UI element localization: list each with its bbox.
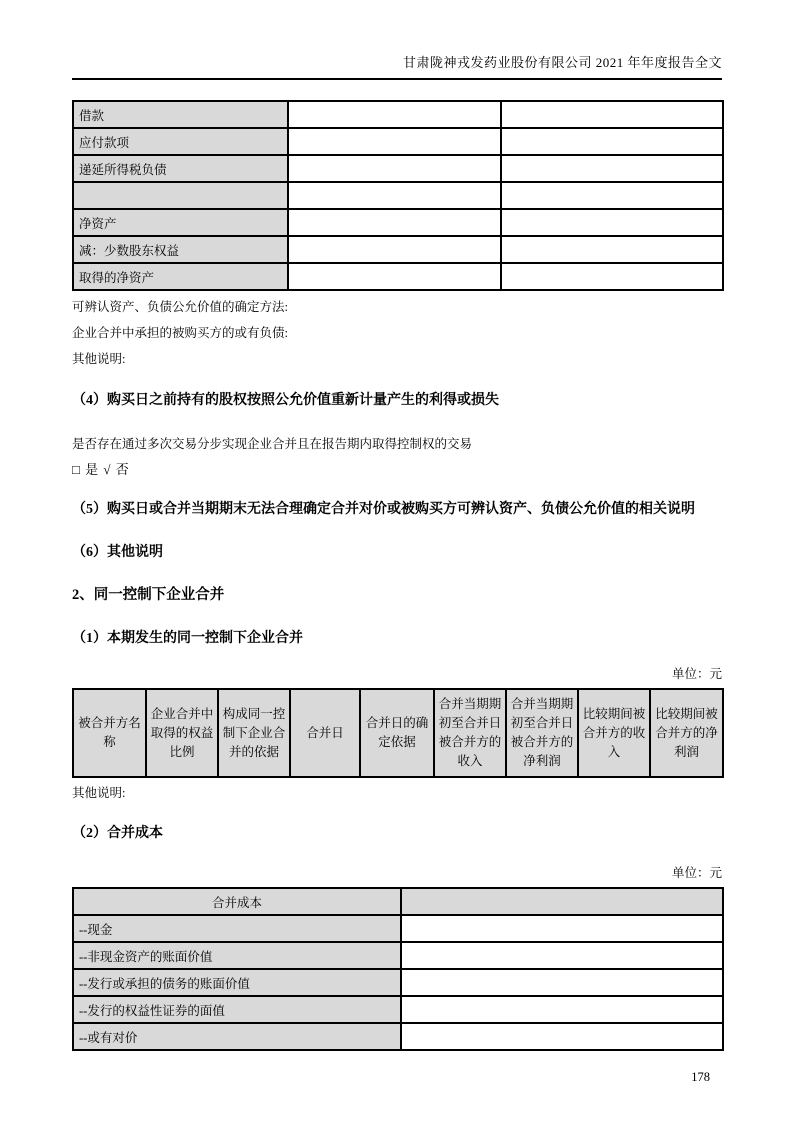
cost-row-label-cell: --发行或承担的债务的账面价值 bbox=[73, 969, 401, 996]
section-2-2-title: （2）合并成本 bbox=[72, 826, 163, 841]
cost-value-cell bbox=[401, 942, 723, 969]
row-label-cell: 递延所得税负债 bbox=[73, 155, 288, 182]
value-cell bbox=[501, 128, 723, 155]
note-fair-value-method: 可辨认资产、负债公允价值的确定方法: bbox=[72, 300, 288, 314]
table-row bbox=[73, 969, 723, 996]
value-cell bbox=[288, 236, 501, 263]
no-label: 否 bbox=[115, 462, 130, 477]
cost-value-cell bbox=[401, 915, 723, 942]
table-row bbox=[73, 209, 723, 236]
table-header-row bbox=[73, 888, 723, 915]
row-label-cell: 取得的净资产 bbox=[73, 263, 288, 290]
column-header-cell: 被合并方名称 bbox=[73, 689, 146, 777]
common-control-merger-table bbox=[72, 688, 724, 778]
section-6-title: （6）其他说明 bbox=[72, 545, 163, 560]
row-label-cell: 净资产 bbox=[73, 209, 288, 236]
value-cell bbox=[501, 209, 723, 236]
cost-value-header-cell bbox=[401, 888, 723, 915]
note-other-2: 其他说明: bbox=[72, 786, 126, 800]
column-header-cell: 合并日 bbox=[290, 689, 360, 777]
column-header-cell: 比较期间被合并方的收入 bbox=[578, 689, 650, 777]
value-cell bbox=[288, 101, 501, 128]
column-header-cell: 合并当期期初至合并日被合并方的收入 bbox=[434, 689, 506, 777]
yes-label: 是 bbox=[85, 462, 100, 477]
cost-row-label-cell: --发行的权益性证券的面值 bbox=[73, 996, 401, 1023]
row-label-cell: 应付款项 bbox=[73, 128, 288, 155]
cost-value-cell bbox=[401, 996, 723, 1023]
note-other-1: 其他说明: bbox=[72, 352, 126, 366]
value-cell bbox=[501, 101, 723, 128]
table-row bbox=[73, 996, 723, 1023]
section-4-title: （4）购买日之前持有的股权按照公允价值重新计量产生的利得或损失 bbox=[72, 393, 499, 408]
row-label-cell bbox=[73, 182, 288, 209]
value-cell bbox=[288, 128, 501, 155]
cost-row-label-cell: --或有对价 bbox=[73, 1023, 401, 1050]
table-row bbox=[73, 236, 723, 263]
column-header-cell: 合并日的确定依据 bbox=[360, 689, 434, 777]
yes-no-line bbox=[72, 459, 722, 478]
unit-label: 单位：元 bbox=[671, 667, 722, 681]
multi-step-question: 是否存在通过多次交易分步实现企业合并且在报告期内取得控制权的交易 bbox=[72, 437, 473, 451]
section-2-title: 2、同一控制下企业合并 bbox=[72, 587, 225, 603]
value-cell bbox=[501, 182, 723, 209]
table-row bbox=[73, 942, 723, 969]
merger-cost-table bbox=[72, 887, 724, 1051]
table-row bbox=[73, 182, 723, 209]
value-cell bbox=[288, 182, 501, 209]
row-label-cell: 借款 bbox=[73, 101, 288, 128]
table-row bbox=[73, 101, 723, 128]
section-2-1-title: （1）本期发生的同一控制下企业合并 bbox=[72, 631, 303, 646]
value-cell bbox=[501, 155, 723, 182]
column-header-cell: 合并当期期初至合并日被合并方的净利润 bbox=[506, 689, 578, 777]
value-cell bbox=[288, 209, 501, 236]
value-cell bbox=[288, 263, 501, 290]
column-header-cell: 企业合并中取得的权益比例 bbox=[146, 689, 218, 777]
column-header-cell: 比较期间被合并方的净利润 bbox=[650, 689, 723, 777]
section-5-title: （5）购买日或合并当期期末无法合理确定合并对价或被购买方可辨认资产、负债公允价值的相关说明 bbox=[72, 502, 695, 517]
table-row bbox=[73, 128, 723, 155]
cost-value-cell bbox=[401, 1023, 723, 1050]
row-label-cell: 减：少数股东权益 bbox=[73, 236, 288, 263]
cost-row-label-cell: --非现金资产的账面价值 bbox=[73, 942, 401, 969]
value-cell bbox=[501, 236, 723, 263]
cost-value-cell bbox=[401, 969, 723, 996]
table-row bbox=[73, 915, 723, 942]
column-header-cell: 构成同一控制下企业合并的依据 bbox=[218, 689, 290, 777]
report-title: 甘肃陇神戎发药业股份有限公司 2021 年年度报告全文 bbox=[402, 55, 722, 70]
table-header-row bbox=[73, 689, 723, 777]
cost-row-label-cell: --现金 bbox=[73, 915, 401, 942]
fair-value-table bbox=[72, 100, 724, 291]
table-row bbox=[73, 1023, 723, 1050]
table-row bbox=[73, 263, 723, 290]
value-cell bbox=[501, 263, 723, 290]
table-row bbox=[73, 155, 723, 182]
value-cell bbox=[288, 155, 501, 182]
page-number: 178 bbox=[691, 1070, 710, 1084]
document-header bbox=[72, 0, 722, 80]
checkbox-unchecked-icon: □ bbox=[72, 462, 81, 477]
check-mark-icon: √ bbox=[103, 462, 112, 477]
unit-label-2: 单位：元 bbox=[671, 866, 722, 880]
note-contingent-liabilities: 企业合并中承担的被购买方的或有负债: bbox=[72, 326, 288, 340]
cost-header-cell: 合并成本 bbox=[73, 888, 401, 915]
